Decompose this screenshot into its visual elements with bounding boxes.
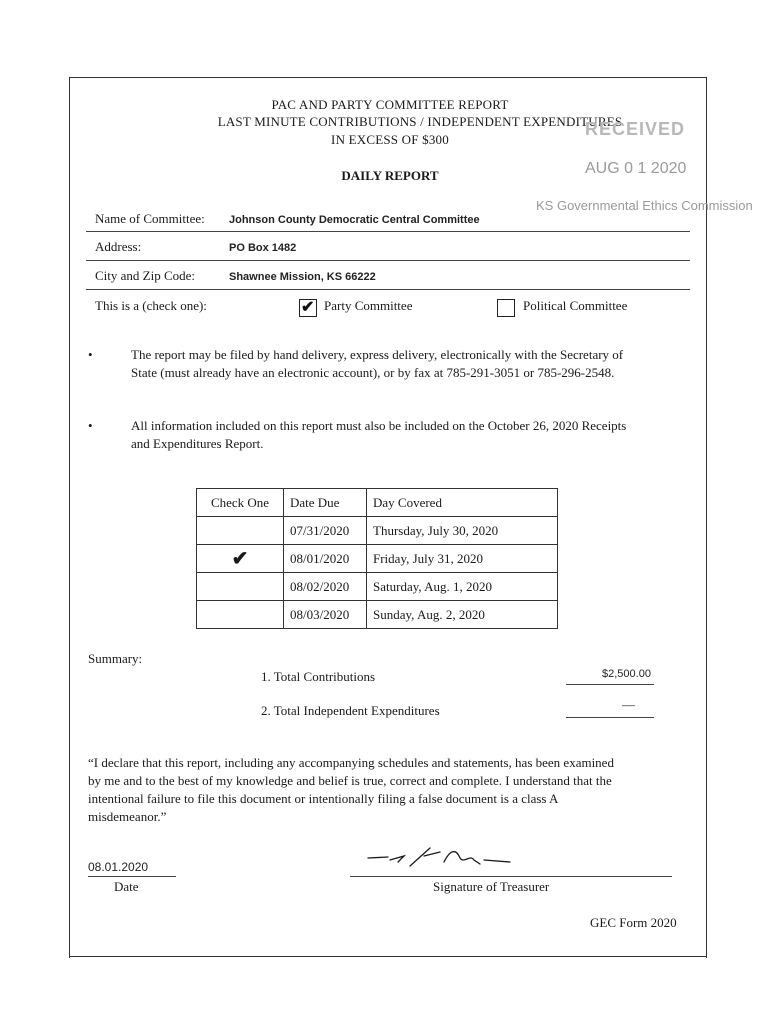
due-date-table	[196, 488, 558, 629]
total-contributions-label: 1. Total Contributions	[261, 669, 376, 684]
city-zip-value: Shawnee Mission, KS 66222	[229, 271, 376, 283]
date-value: 08.01.2020	[88, 860, 149, 874]
address-label: Address:	[95, 239, 142, 254]
table-row	[197, 545, 558, 573]
date-rule	[88, 876, 176, 877]
row-check-cell[interactable]	[197, 573, 284, 601]
form-title-line3: IN EXCESS OF $300	[331, 132, 449, 147]
inclusion-note-line1: All information included on this report must also be included on the October 26, 2020 Receipts	[131, 418, 627, 433]
declaration-line2: by me and to the best of my knowledge and belief is true, correct and complete. I understand that the	[88, 773, 612, 788]
signature-label: Signature of Treasurer	[433, 879, 550, 894]
address-rule	[86, 260, 690, 261]
inclusion-note-line2: and Expenditures Report.	[131, 436, 264, 451]
received-stamp: RECEIVED	[585, 119, 686, 139]
party-committee-checkbox[interactable]	[299, 299, 317, 317]
row-check-cell[interactable]	[197, 601, 284, 629]
committee-name-rule	[86, 231, 690, 232]
political-committee-checkbox[interactable]	[497, 299, 515, 317]
filing-note-line2: State (must already have an electronic account), or by fax at 785-291-3051 or 785-296-2548.	[131, 365, 615, 380]
committee-name-value: Johnson County Democratic Central Committee	[229, 214, 480, 226]
city-zip-rule	[86, 289, 690, 290]
row-date-cell: 08/03/2020	[284, 601, 367, 629]
total-expenditures-value: —	[622, 697, 635, 712]
table-row	[197, 517, 558, 545]
row-day-cell: Friday, July 31, 2020	[367, 545, 558, 573]
row-date-cell: 08/02/2020	[284, 573, 367, 601]
table-header-row	[197, 489, 558, 517]
committee-type-label: This is a (check one):	[95, 298, 207, 313]
total-contributions-rule	[566, 684, 654, 685]
date-label: Date	[114, 879, 139, 894]
received-stamp-date: AUG 0 1 2020	[585, 160, 687, 177]
total-expenditures-rule	[566, 717, 654, 718]
table-row	[197, 601, 558, 629]
received-stamp-agency: KS Governmental Ethics Commission	[536, 198, 753, 213]
row-day-cell: Saturday, Aug. 1, 2020	[367, 573, 558, 601]
declaration-line3: intentional failure to file this document or intentionally filing a false document is a class A	[88, 791, 559, 806]
row-date-cell: 07/31/2020	[284, 517, 367, 545]
form-title-line2: LAST MINUTE CONTRIBUTIONS / INDEPENDENT EXPENDITURES	[217, 114, 623, 129]
col-header-day: Day Covered	[367, 489, 558, 517]
form-id: GEC Form 2020	[590, 915, 677, 930]
row-day-cell: Thursday, July 30, 2020	[367, 517, 558, 545]
political-committee-label: Political Committee	[523, 298, 628, 313]
signature-rule	[350, 876, 672, 877]
bullet-icon: •	[88, 418, 93, 433]
address-value: PO Box 1482	[229, 242, 297, 254]
total-expenditures-label: 2. Total Independent Expenditures	[261, 703, 440, 718]
treasurer-signature	[360, 840, 520, 876]
row-day-cell: Sunday, Aug. 2, 2020	[367, 601, 558, 629]
form-title-line1: PAC AND PARTY COMMITTEE REPORT	[271, 97, 509, 112]
bullet-icon: •	[88, 347, 93, 362]
col-header-date: Date Due	[284, 489, 367, 517]
summary-label: Summary:	[88, 651, 143, 666]
city-zip-label: City and Zip Code:	[95, 268, 196, 283]
form-page-bottom-border	[69, 956, 706, 957]
row-check-cell[interactable]	[197, 517, 284, 545]
row-check-cell[interactable]: ✔	[197, 545, 284, 573]
check-mark-icon: ✔	[301, 299, 315, 316]
committee-name-label: Name of Committee:	[95, 211, 205, 226]
table-row	[197, 573, 558, 601]
report-type-title: DAILY REPORT	[341, 168, 439, 183]
party-committee-label: Party Committee	[324, 298, 413, 313]
total-contributions-value: $2,500.00	[602, 668, 651, 680]
declaration-line1: “I declare that this report, including any accompanying schedules and statements, has been examined	[88, 755, 614, 770]
filing-note-line1: The report may be filed by hand delivery, express delivery, electronically with the Secretary of	[131, 347, 624, 362]
declaration-line4: misdemeanor.”	[88, 809, 167, 824]
row-date-cell: 08/01/2020	[284, 545, 367, 573]
col-header-check: Check One	[197, 489, 284, 517]
